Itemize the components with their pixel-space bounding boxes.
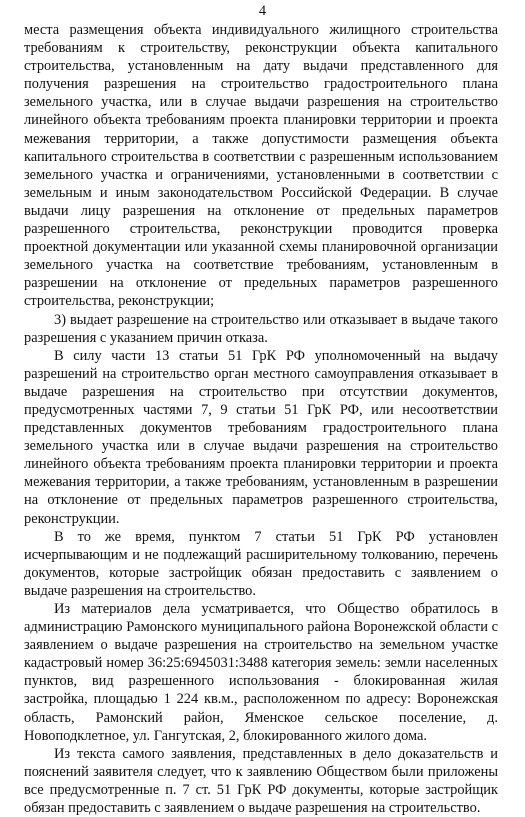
- document-body: [24, 21, 498, 817]
- paragraph: Из материалов дела усматривается, что Общество обратилось в администрацию Рамонского муниципального района Воронежской области с заявлением о выдаче разрешения на строительство на земельном участке кадастровый номер 36:25:6945031:3488 категория земель: земли населенных пунктов, вид разрешенного использования - блокированная жилая застройка, площадью 1 224 кв.м., расположенном по адресу: Воронежская область, Рамонский район, Яменское сельское поселение, д. Новоподклетное, ул. Гангутская, 2, блокированного жилого дома.: [24, 601, 498, 744]
- page-number: 4: [258, 3, 267, 19]
- paragraph: 3) выдает разрешение на строительство или отказывает в выдаче такого разрешения с указанием причин отказа.: [24, 311, 498, 346]
- paragraph: В то же время, пунктом 7 статьи 51 ГрК РФ установлен исчерпывающим и не подлежащий расширительному толкованию, перечень документов, которые застройщик обязан предоставить с заявлением о выдаче разрешения на строительство.: [24, 528, 498, 599]
- paragraph-continued: места размещения объекта индивидуального жилищного строительства требованиям к строительству, реконструкции объекта капитального строительства, установленным на дату выдачи представленного для получения разрешения на строительство градостроительного плана земельного участка, или в случае выдачи разрешения на строительство линейного объекта требованиям проекта планировки территории и проекта межевания территории, а также допустимости размещения объекта капитального строительства в соответствии с разрешенным использованием земельного участка и ограничениями, установленными в соответствии с земельным и иным законодательством Российской Федерации. В случае выдачи лицу разрешения на отклонение от предельных параметров разрешенного строительства, реконструкции проводится проверка проектной документации или указанной схемы планировочной организации земельного участка на соответствие требованиям, установленным в разрешении на отклонение от предельных параметров разрешенного строительства, реконструкции;: [24, 22, 498, 310]
- paragraph: В силу части 13 статьи 51 ГрК РФ уполномоченный на выдачу разрешений на строительство орган местного самоуправления отказывает в выдаче разрешения на строительство при отсутствии документов, предусмотренных частями 7, 9 статьи 51 ГрК РФ, или несоответствии представленных документов требованиям градостроительного плана земельного участка или в случае выдачи разрешения на строительство линейного объекта требованиям проекта планировки территории и проекта межевания территории, а также требованиям, установленным в разрешении на отклонение от предельных параметров разрешенного строительства, реконструкции.: [24, 347, 498, 527]
- paragraph: Из текста самого заявления, представленных в дело доказательств и пояснений заявителя следует, что к заявлению Обществом были приложены все предусмотренные п. 7 ст. 51 ГрК РФ документы, которые застройщик обязан предоставить с заявлением о выдаче разрешения на строительство.: [24, 745, 498, 817]
